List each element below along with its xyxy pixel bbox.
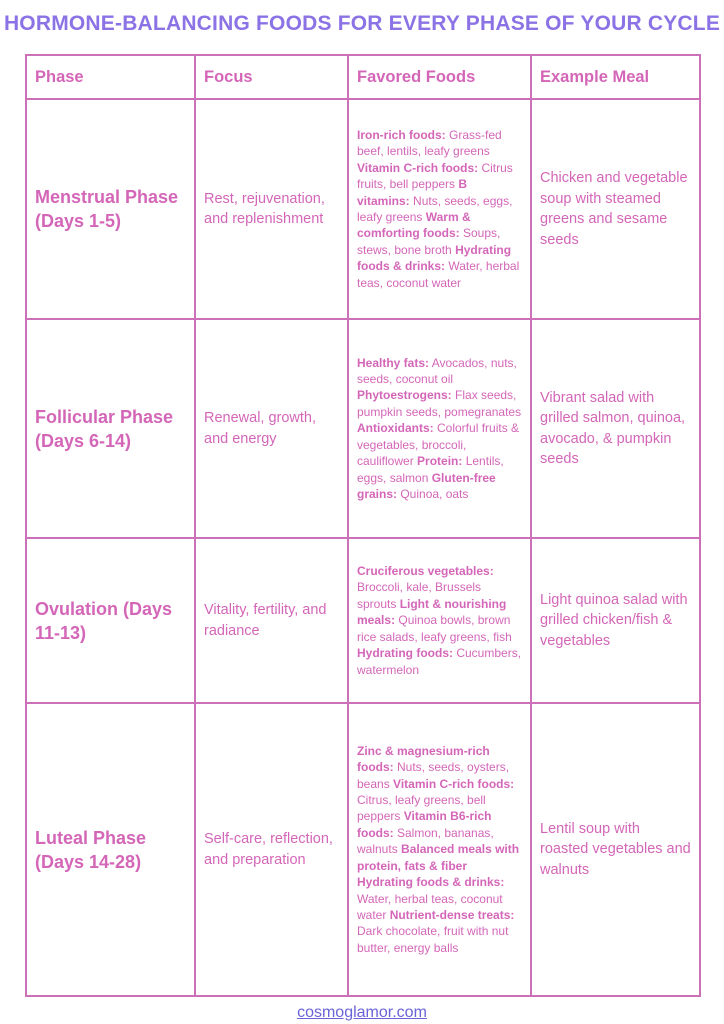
food-label: Hydrating foods & drinks: bbox=[357, 242, 512, 274]
header-favored-foods: Favored Foods bbox=[348, 55, 531, 99]
table-row bbox=[26, 99, 700, 319]
food-text: Grass-fed beef, lentils, leafy greens bbox=[357, 127, 502, 159]
foods-cell bbox=[348, 703, 531, 996]
phase-cell: Luteal Phase (Days 14-28) bbox=[26, 703, 195, 996]
food-text: Water, herbal teas, coconut water bbox=[357, 891, 503, 922]
header-phase: Phase bbox=[26, 55, 195, 99]
food-text: Broccoli, kale, Brussels sprouts bbox=[357, 580, 482, 611]
food-label: Zinc & magnesium-rich foods: bbox=[357, 743, 490, 775]
phase-cell: Follicular Phase (Days 6-14) bbox=[26, 319, 195, 538]
food-text: Quinoa bowls, brown rice salads, leafy greens, fish bbox=[357, 613, 512, 644]
meal-cell: Vibrant salad with grilled salmon, quinoa, avocado, & pumpkin seeds bbox=[531, 319, 700, 538]
phase-cell: Ovulation (Days 11-13) bbox=[26, 538, 195, 703]
food-label: Light & nourishing meals: bbox=[357, 596, 507, 628]
food-label: Cruciferous vegetables: bbox=[357, 564, 494, 579]
food-text: Lentils, eggs, salmon bbox=[357, 454, 504, 485]
header-focus: Focus bbox=[195, 55, 348, 99]
food-label: Balanced meals with protein, fats & fiber bbox=[357, 842, 520, 873]
food-label: Vitamin C-rich foods: bbox=[393, 776, 515, 791]
focus-cell: Vitality, fertility, and radiance bbox=[195, 538, 348, 703]
food-label: Hydrating foods & drinks: bbox=[357, 875, 505, 890]
foods-cell bbox=[348, 99, 531, 319]
food-text: Water, herbal teas, coconut water bbox=[357, 259, 520, 290]
food-text: Citrus fruits, bell peppers bbox=[357, 160, 513, 192]
page-title: HORMONE-BALANCING FOODS FOR EVERY PHASE OF YOUR CYCLE bbox=[3, 12, 721, 35]
table-header-row bbox=[26, 55, 700, 99]
table-row bbox=[26, 703, 700, 996]
food-label: Phytoestrogens: bbox=[357, 388, 452, 403]
foods-table bbox=[25, 54, 701, 997]
food-label: Nutrient-dense treats: bbox=[389, 907, 515, 922]
meal-cell: Light quinoa salad with grilled chicken/fish & vegetables bbox=[531, 538, 700, 703]
footer-link[interactable]: cosmoglamor.com bbox=[297, 1004, 427, 1021]
food-label: Gluten-free grains: bbox=[357, 470, 496, 501]
foods-cell bbox=[348, 538, 531, 703]
focus-cell: Rest, rejuvenation, and replenishment bbox=[195, 99, 348, 319]
food-label: B vitamins: bbox=[357, 177, 468, 208]
table-row bbox=[26, 319, 700, 538]
food-text: Soups, stews, bone broth bbox=[357, 226, 501, 257]
food-label: Iron-rich foods: bbox=[357, 127, 446, 142]
food-text: Salmon, bananas, walnuts bbox=[357, 825, 494, 857]
food-label: Vitamin B6-rich foods: bbox=[357, 809, 492, 840]
food-label: Protein: bbox=[417, 454, 463, 469]
food-text: Colorful fruits & vegetables, broccoli, cauliflower bbox=[357, 421, 520, 469]
food-text: Avocados, nuts, seeds, coconut oil bbox=[357, 355, 517, 387]
food-label: Antioxidants: bbox=[357, 421, 434, 436]
food-label: Hydrating foods: bbox=[357, 646, 453, 661]
food-label: Vitamin C-rich foods: bbox=[357, 160, 479, 175]
food-text: Nuts, seeds, eggs, leafy greens bbox=[357, 193, 513, 224]
focus-cell: Self-care, reflection, and preparation bbox=[195, 703, 348, 996]
meal-cell: Chicken and vegetable soup with steamed greens and sesame seeds bbox=[531, 99, 700, 319]
meal-cell: Lentil soup with roasted vegetables and walnuts bbox=[531, 703, 700, 996]
food-text: Dark chocolate, fruit with nut butter, energy balls bbox=[357, 924, 509, 955]
header-example-meal: Example Meal bbox=[531, 55, 700, 99]
food-text: Flax seeds, pumpkin seeds, pomegranates bbox=[357, 388, 522, 419]
table-row bbox=[26, 538, 700, 703]
food-text: Cucumbers, watermelon bbox=[357, 646, 522, 677]
food-label: Warm & comforting foods: bbox=[357, 210, 471, 241]
food-text: Quinoa, oats bbox=[397, 486, 469, 501]
food-text: Nuts, seeds, oysters, beans bbox=[357, 760, 510, 791]
foods-cell bbox=[348, 319, 531, 538]
focus-cell: Renewal, growth, and energy bbox=[195, 319, 348, 538]
food-text: Citrus, leafy greens, bell peppers bbox=[357, 793, 486, 824]
food-label: Healthy fats: bbox=[357, 355, 430, 370]
phase-cell: Menstrual Phase (Days 1-5) bbox=[26, 99, 195, 319]
